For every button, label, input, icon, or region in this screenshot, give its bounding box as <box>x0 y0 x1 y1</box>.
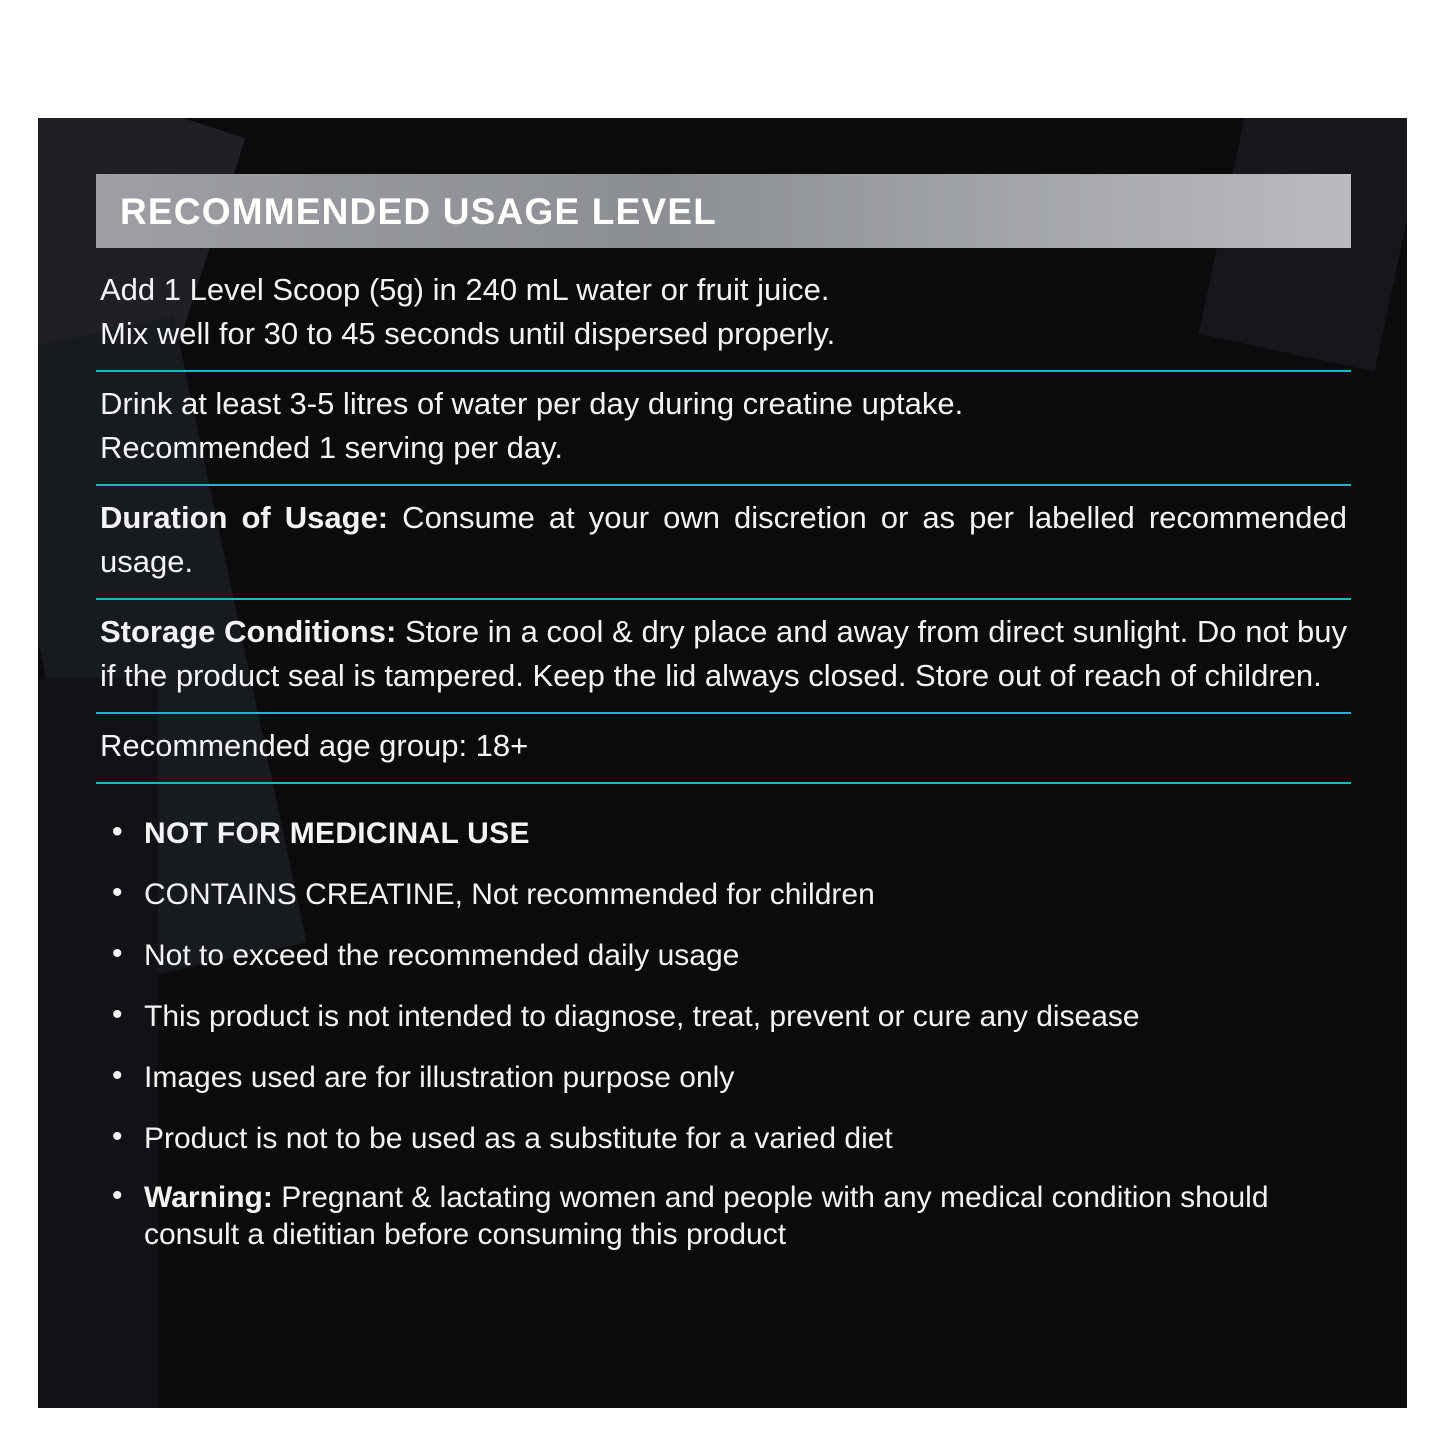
list-item: • NOT FOR MEDICINAL USE <box>96 814 1351 853</box>
directions-line-1: Add 1 Level Scoop (5g) in 240 mL water or fruit juice. <box>100 272 830 307</box>
usage-rows <box>96 264 1351 784</box>
usage-row-duration <box>96 486 1351 600</box>
warning-label: Warning: <box>144 1181 273 1215</box>
page-title: RECOMMENDED USAGE LEVEL <box>120 190 718 232</box>
directions-line-2: Mix well for 30 to 45 seconds until dispersed properly. <box>100 316 836 352</box>
warning-text: Pregnant & lactating women and people with any medical condition should consult a dietitian before consuming this product <box>144 1181 1269 1251</box>
list-item: • Not to exceed the recommended daily usage <box>96 936 1351 975</box>
usage-row-age-group <box>96 714 1351 784</box>
hydration-line-1: Drink at least 3-5 litres of water per day during creatine uptake. <box>100 386 964 422</box>
duration-label: Duration of Usage: <box>100 500 389 536</box>
list-item: • Product is not to be used as a substitute for a varied diet <box>96 1119 1351 1158</box>
usage-row-storage <box>96 600 1351 714</box>
list-item: • CONTAINS CREATINE, Not recommended for children <box>96 875 1351 914</box>
section-header-bar <box>96 174 1351 248</box>
duration-text: Consume at your own discretion or as per labelled recommended usage. <box>100 500 1347 580</box>
label-content <box>96 174 1351 1269</box>
notices-list <box>96 814 1351 1253</box>
storage-text: Store in a cool & dry place and away from direct sunlight. Do not buy if the product seal is tampered. Keep the lid always closed. Store out of reach of children. <box>100 614 1347 694</box>
usage-row-hydration <box>96 372 1351 486</box>
list-item-warning <box>96 1180 1351 1253</box>
dark-panel <box>38 118 1407 1408</box>
list-item: • This product is not intended to diagnose, treat, prevent or cure any disease <box>96 997 1351 1036</box>
age-group-text: Recommended age group: 18+ <box>100 728 529 764</box>
hydration-line-2: Recommended 1 serving per day. <box>100 430 563 466</box>
usage-row-directions <box>96 264 1351 372</box>
storage-label: Storage Conditions: <box>100 614 397 650</box>
list-item: • Images used are for illustration purpose only <box>96 1058 1351 1097</box>
